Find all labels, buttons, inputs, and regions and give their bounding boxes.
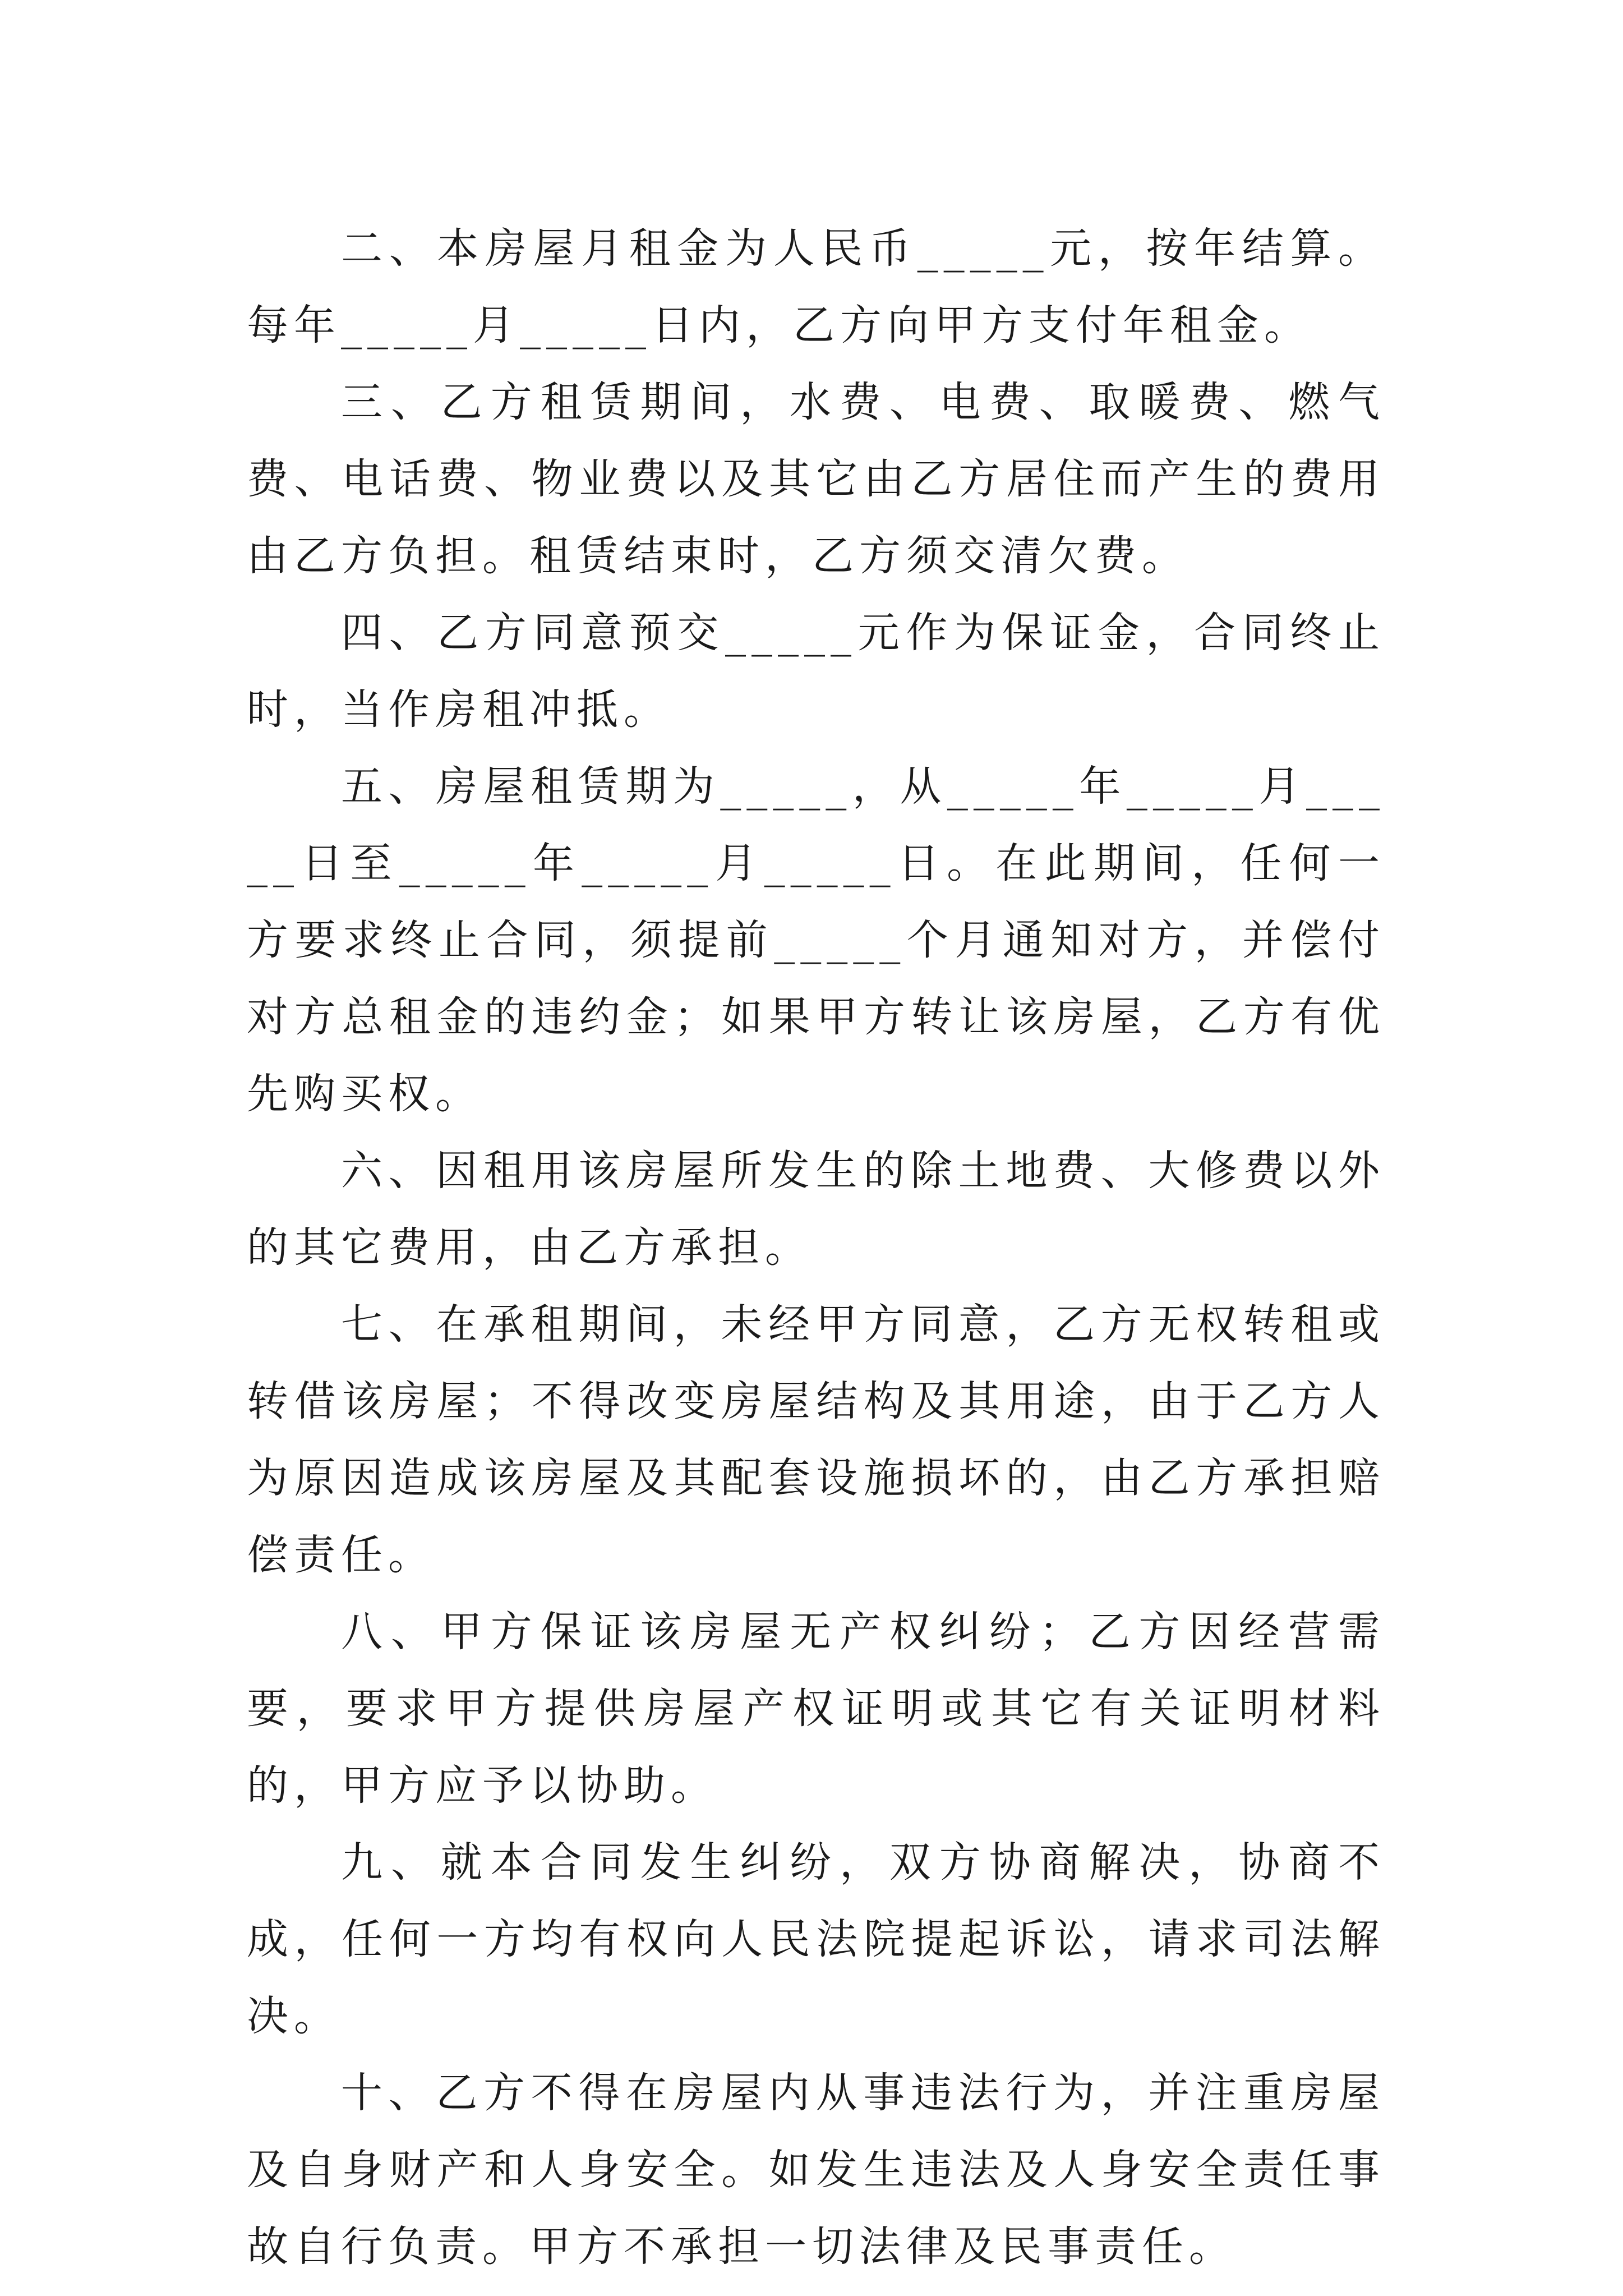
clause-4: 四、乙方同意预交_____元作为保证金，合同终止时，当作房租冲抵。 (247, 609, 1385, 734)
clause-10: 十、乙方不得在房屋内从事违法行为，并注重房屋及自身财产和人身安全。如发生违法及人身安全责任事故自行负责。甲方不承担一切法律及民事责任。 (247, 2069, 1385, 2271)
clause-8: 八、甲方保证该房屋无产权纠纷；乙方因经营需要，要求甲方提供房屋产权证明或其它有关证明材料的，甲方应予以协助。 (247, 1608, 1385, 1810)
clause-9: 九、就本合同发生纠纷，双方协商解决，协商不成，任何一方均有权向人民法院提起诉讼，请求司法解决。 (247, 1838, 1385, 2040)
clause-2: 二、本房屋月租金为人民币_____元，按年结算。每年_____月_____日内，乙方向甲方支付年租金。 (247, 224, 1385, 349)
clause-7: 七、在承租期间，未经甲方同意，乙方无权转租或转借该房屋；不得改变房屋结构及其用途，由于乙方人为原因造成该房屋及其配套设施损坏的，由乙方承担赔偿责任。 (247, 1300, 1385, 1579)
document-page (247, 210, 1385, 2285)
clause-3: 三、乙方租赁期间，水费、电费、取暖费、燃气费、电话费、物业费以及其它由乙方居住而产生的费用由乙方负担。租赁结束时，乙方须交清欠费。 (247, 378, 1385, 580)
clause-5: 五、房屋租赁期为_____，从_____年_____月_____日至_____年_____月_____日。在此期间，任何一方要求终止合同，须提前_____个月通知对方，并偿付对方总租金的违约金；如果甲方转让该房屋，乙方有优先购买权。 (247, 762, 1385, 1118)
clause-6: 六、因租用该房屋所发生的除土地费、大修费以外的其它费用，由乙方承担。 (247, 1147, 1385, 1272)
